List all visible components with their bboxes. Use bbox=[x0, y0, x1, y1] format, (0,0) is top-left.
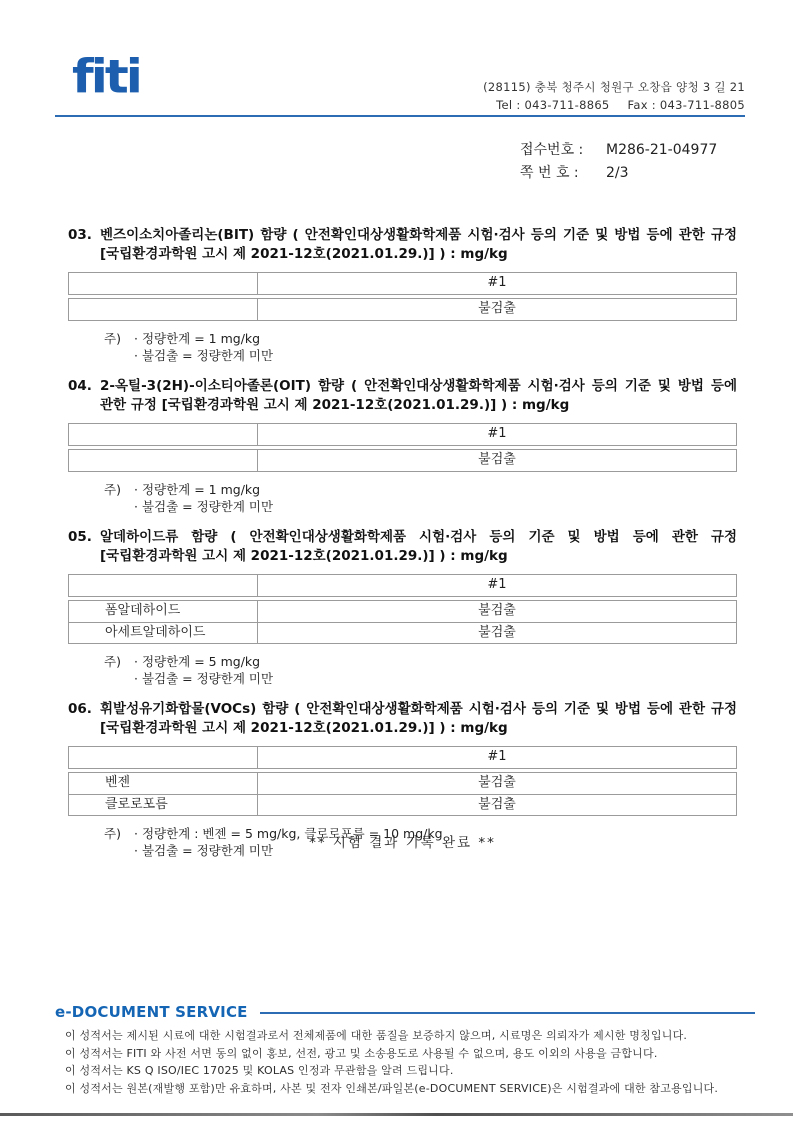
page-number-row bbox=[520, 162, 717, 185]
address-line: (28115) 충북 청주시 청원구 오창읍 양청 3 길 21 bbox=[483, 80, 745, 94]
page-number-label: 쪽 번 호 : bbox=[520, 165, 579, 181]
header-sample-cell: #1 bbox=[487, 577, 507, 592]
footer-disclaimer-line: 이 성적서는 KS Q ISO/IEC 17025 및 KOLAS 인정과 무관함을 알려 드립니다. bbox=[65, 1064, 454, 1077]
section-title-line-1: 휘발성유기화합물(VOCs) 함량 ( 안전확인대상생활화학제품 시험·검사 등의 기준 및 방법 등에 관한 규정 bbox=[100, 701, 737, 717]
result-table bbox=[68, 272, 737, 321]
row-result-value: 불검출 bbox=[478, 603, 516, 618]
note-line: · 불검출 = 정량한계 미만 bbox=[134, 348, 274, 363]
tel-number: Tel : 043-711-8865 bbox=[496, 98, 610, 112]
document-footer bbox=[55, 1003, 755, 1097]
header-item-cell bbox=[69, 747, 258, 768]
note-line: · 정량한계 = 1 mg/kg bbox=[134, 331, 261, 346]
note-label: 주) bbox=[104, 654, 121, 669]
table-row bbox=[69, 299, 736, 320]
row-substance-label: 클로로포름 bbox=[69, 795, 258, 815]
section-notes bbox=[68, 330, 737, 364]
result-table-body bbox=[68, 772, 737, 816]
header-item-cell bbox=[69, 575, 258, 596]
section-title-text bbox=[100, 377, 737, 415]
section-title-line-1: 2-옥틸-3(2H)-이소티아졸론(OIT) 함량 ( 안전확인대상생활화학제품 시험·검사 등의 기준 및 방법 등에 bbox=[100, 378, 737, 394]
result-table bbox=[68, 423, 737, 472]
result-table-body bbox=[68, 298, 737, 321]
note-line: · 불검출 = 정량한계 미만 bbox=[134, 499, 274, 514]
e-document-service-title: e-DOCUMENT SERVICE bbox=[55, 1003, 248, 1021]
section-title-line-2: [국립환경과학원 고시 제 2021-12호(2021.01.29.)] ) : mg/kg bbox=[100, 548, 508, 564]
note-line: · 정량한계 = 1 mg/kg bbox=[134, 482, 261, 497]
table-row bbox=[69, 450, 736, 471]
fax-number: Fax : 043-711-8805 bbox=[627, 98, 745, 112]
section-title-line-1: 벤즈이소치아졸리논(BIT) 함량 ( 안전확인대상생활화학제품 시험·검사 등의 기준 및 방법 등에 관한 규정 bbox=[100, 227, 737, 243]
section-title-line-2: [국립환경과학원 고시 제 2021-12호(2021.01.29.)] ) : mg/kg bbox=[100, 246, 508, 262]
test-sections-container bbox=[68, 226, 737, 872]
row-substance-label bbox=[69, 450, 258, 471]
result-table-header bbox=[68, 272, 737, 295]
contact-line bbox=[482, 96, 745, 114]
row-substance-label bbox=[69, 299, 258, 320]
section-title bbox=[68, 528, 737, 566]
test-section bbox=[68, 377, 737, 515]
table-row bbox=[69, 622, 736, 643]
section-number: 03. bbox=[68, 227, 92, 243]
footer-disclaimers bbox=[55, 1027, 755, 1097]
header-divider bbox=[55, 115, 745, 117]
note-label: 주) bbox=[104, 482, 121, 497]
section-title-line-2: [국립환경과학원 고시 제 2021-12호(2021.01.29.)] ) : mg/kg bbox=[100, 720, 508, 736]
row-result-value: 불검출 bbox=[478, 797, 516, 812]
table-header-row bbox=[69, 273, 736, 294]
row-substance-label: 아세트알데하이드 bbox=[69, 623, 258, 643]
section-title-text bbox=[100, 226, 737, 264]
result-table-header bbox=[68, 423, 737, 446]
table-row bbox=[69, 601, 736, 622]
note-line: · 불검출 = 정량한계 미만 bbox=[134, 671, 274, 686]
note-lines bbox=[134, 330, 737, 364]
section-notes bbox=[68, 481, 737, 515]
table-header-row bbox=[69, 747, 736, 768]
result-table-header bbox=[68, 746, 737, 769]
receipt-number-row bbox=[520, 139, 717, 162]
footer-disclaimer-line: 이 성적서는 원본(재발행 포함)만 유효하며, 사본 및 전자 인쇄본/파일본(e-DOCUMENT SERVICE)은 시험결과에 대한 참고용입니다. bbox=[65, 1081, 719, 1095]
result-table bbox=[68, 574, 737, 644]
result-table-header bbox=[68, 574, 737, 597]
report-meta bbox=[520, 139, 717, 185]
footer-disclaimer-line: 이 성적서는 제시된 시료에 대한 시험결과로서 전체제품에 대한 품질을 보증하지 않으며, 시료명은 의뢰자가 제시한 명칭입니다. bbox=[65, 1029, 688, 1042]
note-line: · 정량한계 : 벤젠 = 5 mg/kg, 클로로포름 = 10 mg/kg bbox=[134, 826, 443, 841]
note-lines bbox=[134, 653, 737, 687]
test-section bbox=[68, 226, 737, 364]
section-number: 06. bbox=[68, 701, 92, 717]
scan-edge-artifact bbox=[0, 1113, 793, 1116]
section-title bbox=[68, 700, 737, 738]
section-number: 04. bbox=[68, 378, 92, 394]
note-line: · 불검출 = 정량한계 미만 bbox=[134, 843, 274, 858]
note-label: 주) bbox=[104, 331, 121, 346]
header-sample-cell: #1 bbox=[487, 426, 507, 441]
receipt-number-label: 접수번호 : bbox=[520, 142, 584, 158]
fiti-logo: fiti bbox=[72, 50, 140, 104]
row-result-value: 불검출 bbox=[478, 452, 516, 467]
table-row bbox=[69, 794, 736, 815]
footer-divider bbox=[260, 1012, 755, 1014]
row-result-value: 불검출 bbox=[478, 775, 516, 790]
row-substance-label: 폼알데하이드 bbox=[69, 601, 258, 622]
note-lines bbox=[134, 481, 737, 515]
section-number: 05. bbox=[68, 529, 92, 545]
note-label: 주) bbox=[104, 826, 121, 841]
row-result-value: 불검출 bbox=[478, 301, 516, 316]
section-title-line-2: 관한 규정 [국립환경과학원 고시 제 2021-12호(2021.01.29.)] ) : mg/kg bbox=[100, 397, 570, 413]
header-sample-cell: #1 bbox=[487, 275, 507, 290]
result-table bbox=[68, 746, 737, 816]
row-substance-label: 벤젠 bbox=[69, 773, 258, 794]
note-line: · 정량한계 = 5 mg/kg bbox=[134, 654, 261, 669]
section-notes bbox=[68, 653, 737, 687]
page-number-value: 2/3 bbox=[606, 165, 629, 181]
table-header-row bbox=[69, 424, 736, 445]
row-result-value: 불검출 bbox=[478, 625, 516, 640]
section-title bbox=[68, 377, 737, 415]
section-title-text bbox=[100, 528, 737, 566]
header-address-block bbox=[482, 78, 745, 114]
header-item-cell bbox=[69, 424, 258, 445]
result-table-body bbox=[68, 449, 737, 472]
section-title bbox=[68, 226, 737, 264]
closing-remark: ** 시험 결과 기록 완료 ** bbox=[309, 835, 496, 851]
section-title-text bbox=[100, 700, 737, 738]
table-row bbox=[69, 773, 736, 794]
test-section bbox=[68, 528, 737, 687]
result-table-body bbox=[68, 600, 737, 644]
header-item-cell bbox=[69, 273, 258, 294]
table-header-row bbox=[69, 575, 736, 596]
section-title-line-1: 알데하이드류 함량 ( 안전확인대상생활화학제품 시험·검사 등의 기준 및 방법 등에 관한 규정 bbox=[100, 529, 737, 545]
footer-disclaimer-line: 이 성적서는 FITI 와 사전 서면 동의 없이 홍보, 선전, 광고 및 소송용도로 사용될 수 없으며, 용도 이외의 사용을 금합니다. bbox=[65, 1046, 658, 1060]
receipt-number-value: M286-21-04977 bbox=[606, 142, 718, 158]
footer-title-row bbox=[55, 1003, 755, 1021]
header-sample-cell: #1 bbox=[487, 749, 507, 764]
